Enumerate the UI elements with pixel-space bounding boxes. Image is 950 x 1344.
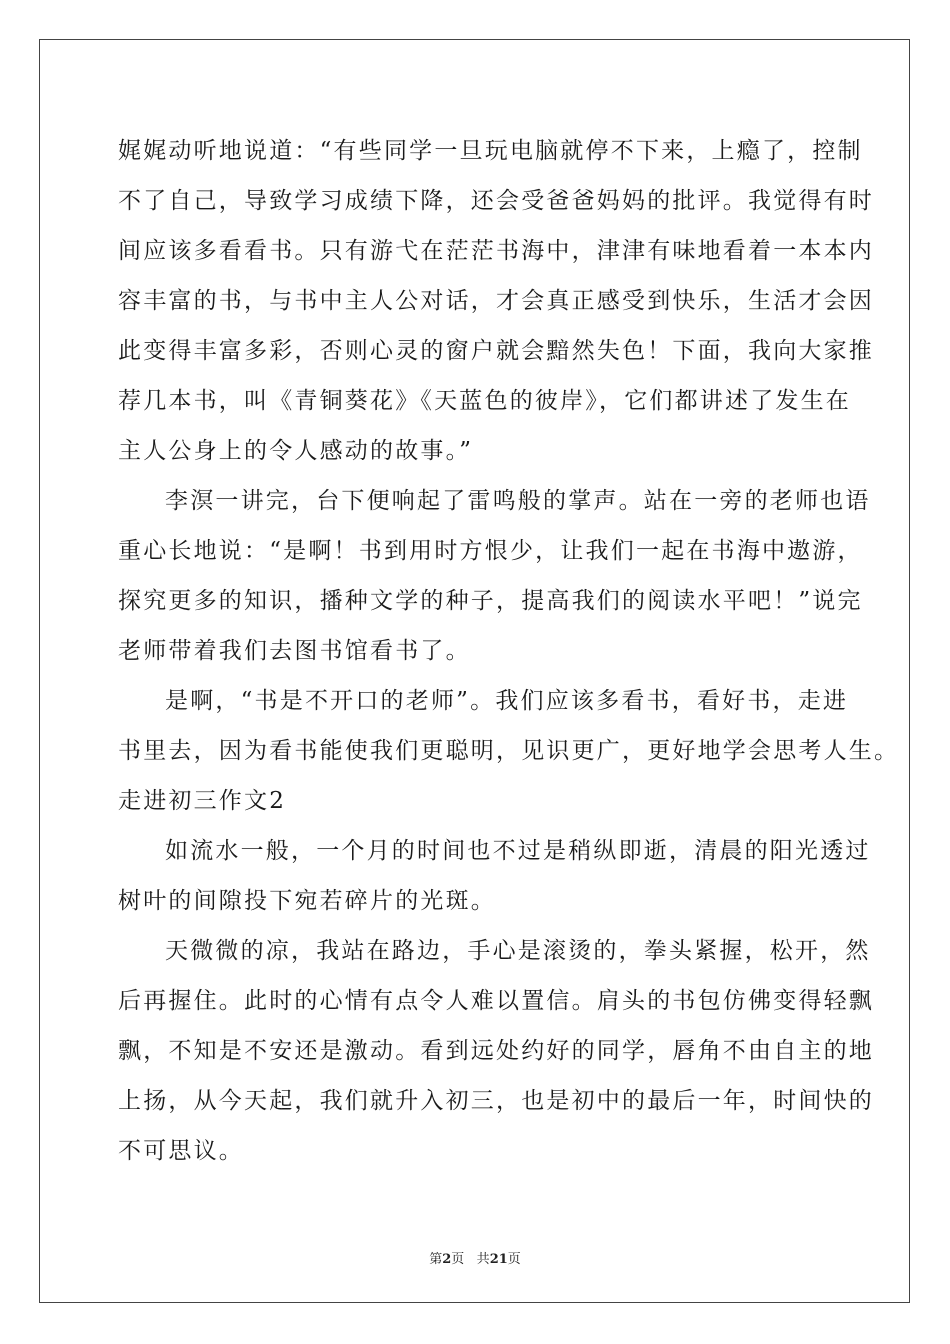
text-line: 不可思议。 <box>118 1138 244 1164</box>
text-line: 后再握住。此时的心情有点令人难以置信。肩头的书包仿佛变得轻飘 <box>118 988 874 1014</box>
text-line: 容丰富的书，与书中主人公对话，才会真正感受到快乐，生活才会因 <box>118 288 874 314</box>
page-footer <box>0 1248 950 1267</box>
current-page-number: 2 <box>442 1252 452 1267</box>
text-line: 书里去，因为看书能使我们更聪明，见识更广，更好地学会思考人生。 <box>118 738 900 764</box>
section-heading: 走进初三作文2 <box>118 788 287 814</box>
text-line: 老师带着我们去图书馆看书了。 <box>118 638 471 664</box>
footer-prefix: 第 <box>429 1252 443 1267</box>
paragraph-start-line: 是啊，“书是不开口的老师”。我们应该多看书，看好书，走进 <box>165 688 849 714</box>
footer-total-prefix: 共 <box>476 1252 490 1267</box>
paragraph-start-line: 天微微的凉，我站在路边，手心是滚烫的，拳头紧握，松开，然 <box>165 938 871 964</box>
text-line: 此变得丰富多彩，否则心灵的窗户就会黯然失色！下面，我向大家推 <box>118 338 874 364</box>
paragraph-start-line: 如流水一般，一个月的时间也不过是稍纵即逝，清晨的阳光透过 <box>165 838 871 864</box>
footer-total-suffix: 页 <box>507 1252 521 1267</box>
text-line: 间应该多看看书。只有游弋在茫茫书海中，津津有味地看着一本本内 <box>118 238 874 264</box>
total-page-count: 21 <box>489 1252 508 1267</box>
document-body <box>118 126 900 1176</box>
text-line: 荐几本书，叫《青铜葵花》《天蓝色的彼岸》，它们都讲述了发生在 <box>118 388 851 414</box>
paragraph-start-line: 李溟一讲完，台下便响起了雷鸣般的掌声。站在一旁的老师也语 <box>165 488 871 514</box>
text-line: 树叶的间隙投下宛若碎片的光斑。 <box>118 888 496 914</box>
text-line: 娓娓动听地说道：“有些同学一旦玩电脑就停不下来，上瘾了，控制 <box>118 138 863 164</box>
footer-page-suffix: 页 <box>451 1252 465 1267</box>
text-line: 重心长地说：“是啊！书到用时方恨少，让我们一起在书海中遨游， <box>118 538 863 564</box>
text-line: 不了自己，导致学习成绩下降，还会受爸爸妈妈的批评。我觉得有时 <box>118 188 874 214</box>
text-line: 探究更多的知识，播种文学的种子，提高我们的阅读水平吧！”说完 <box>118 588 863 614</box>
text-line: 上扬，从今天起，我们就升入初三，也是初中的最后一年，时间快的 <box>118 1088 874 1114</box>
text-line: 飘，不知是不安还是激动。看到远处约好的同学，唇角不由自主的地 <box>118 1038 874 1064</box>
text-line: 主人公身上的令人感动的故事。” <box>118 438 474 464</box>
